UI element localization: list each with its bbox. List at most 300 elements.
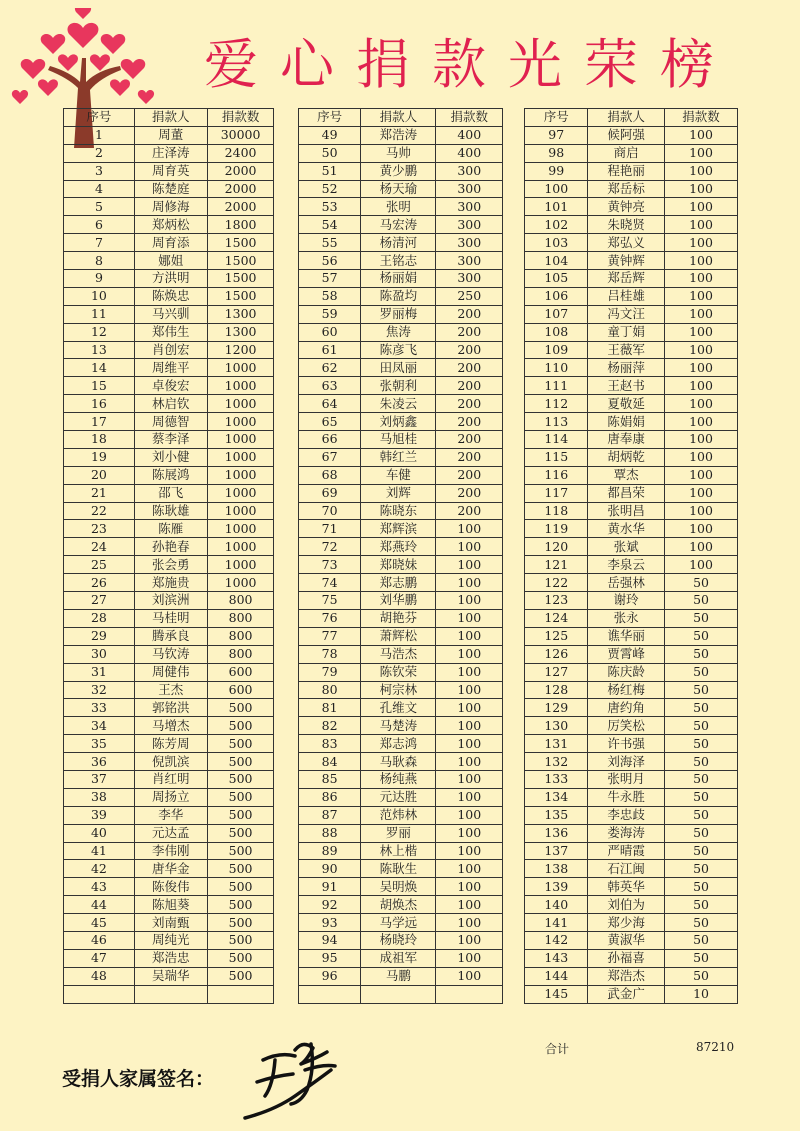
donor-amount: 100	[436, 967, 503, 985]
donor-name: 韩英华	[588, 878, 665, 896]
column-gap	[503, 270, 525, 288]
column-gap	[274, 216, 298, 234]
column-gap	[503, 842, 525, 860]
donor-number: 23	[64, 520, 135, 538]
donor-amount: 10	[665, 985, 738, 1003]
donor-number: 138	[525, 860, 588, 878]
donor-number: 83	[298, 735, 361, 753]
donor-amount: 1000	[207, 377, 274, 395]
column-gap	[503, 234, 525, 252]
donor-amount: 100	[665, 323, 738, 341]
donor-number: 97	[525, 126, 588, 144]
donor-name: 韩红兰	[361, 448, 436, 466]
donor-number: 9	[64, 270, 135, 288]
donor-name: 武金广	[588, 985, 665, 1003]
donor-name: 陈雁	[134, 520, 207, 538]
donor-name: 杨丽娟	[361, 270, 436, 288]
donor-number: 43	[64, 878, 135, 896]
donor-number: 7	[64, 234, 135, 252]
donor-amount: 50	[665, 681, 738, 699]
donor-name: 刘辉	[361, 484, 436, 502]
column-gap	[274, 448, 298, 466]
column-gap	[503, 735, 525, 753]
donor-name: 卓俊宏	[134, 377, 207, 395]
donor-number: 107	[525, 305, 588, 323]
column-gap	[274, 359, 298, 377]
donor-name: 陈耿生	[361, 860, 436, 878]
donor-number: 55	[298, 234, 361, 252]
column-header: 捐款数	[436, 109, 503, 127]
donor-name: 孙福喜	[588, 949, 665, 967]
donor-amount: 300	[436, 270, 503, 288]
donor-amount: 400	[436, 144, 503, 162]
column-header: 捐款人	[361, 109, 436, 127]
donor-amount: 1000	[207, 520, 274, 538]
donor-number: 10	[64, 287, 135, 305]
donor-amount: 100	[436, 914, 503, 932]
donor-number: 42	[64, 860, 135, 878]
donor-amount: 1500	[207, 252, 274, 270]
column-gap	[503, 126, 525, 144]
donor-amount: 50	[665, 842, 738, 860]
donor-name: 杨清河	[361, 234, 436, 252]
donor-amount: 800	[207, 609, 274, 627]
donor-name: 贾霄峰	[588, 645, 665, 663]
table-row	[64, 305, 738, 323]
table-row	[64, 431, 738, 449]
donor-amount: 800	[207, 645, 274, 663]
donor-amount: 50	[665, 699, 738, 717]
donor-name: 方洪明	[134, 270, 207, 288]
donor-name: 周健伟	[134, 663, 207, 681]
empty-cell	[436, 985, 503, 1003]
donor-number: 12	[64, 323, 135, 341]
donor-number: 36	[64, 753, 135, 771]
donor-amount: 250	[436, 287, 503, 305]
donor-number: 133	[525, 770, 588, 788]
donor-amount: 50	[665, 806, 738, 824]
table-row	[64, 806, 738, 824]
column-gap	[503, 431, 525, 449]
column-header: 捐款数	[665, 109, 738, 127]
donor-name: 李忠歧	[588, 806, 665, 824]
donor-amount: 100	[665, 556, 738, 574]
column-gap	[503, 806, 525, 824]
donor-amount: 1300	[207, 323, 274, 341]
donor-number: 103	[525, 234, 588, 252]
donor-amount: 100	[665, 502, 738, 520]
table-row	[64, 717, 738, 735]
column-gap	[503, 824, 525, 842]
donor-number: 52	[298, 180, 361, 198]
donor-name: 李华	[134, 806, 207, 824]
donor-number: 143	[525, 949, 588, 967]
donor-amount: 300	[436, 252, 503, 270]
donor-amount: 1000	[207, 556, 274, 574]
table-row	[64, 574, 738, 592]
donor-amount: 50	[665, 770, 738, 788]
donor-name: 郭铭洪	[134, 699, 207, 717]
donor-amount: 100	[665, 395, 738, 413]
column-gap	[274, 198, 298, 216]
column-gap	[274, 753, 298, 771]
donor-amount: 200	[436, 466, 503, 484]
table-row	[64, 144, 738, 162]
donor-name: 商启	[588, 144, 665, 162]
donor-amount: 1500	[207, 270, 274, 288]
donor-name: 夏敬延	[588, 395, 665, 413]
donor-name: 陈展鸿	[134, 466, 207, 484]
donor-name: 陈焕忠	[134, 287, 207, 305]
donor-number: 128	[525, 681, 588, 699]
donor-number: 25	[64, 556, 135, 574]
donor-name: 许书强	[588, 735, 665, 753]
column-gap	[503, 484, 525, 502]
column-gap	[503, 198, 525, 216]
donor-number: 34	[64, 717, 135, 735]
donor-amount: 500	[207, 699, 274, 717]
donor-amount: 1000	[207, 413, 274, 431]
donor-number: 116	[525, 466, 588, 484]
donor-number: 37	[64, 770, 135, 788]
table-row	[64, 466, 738, 484]
donor-number: 66	[298, 431, 361, 449]
column-gap	[503, 144, 525, 162]
donor-name: 刘伯为	[588, 896, 665, 914]
donor-amount: 100	[436, 770, 503, 788]
donor-name: 都昌荣	[588, 484, 665, 502]
donor-amount: 300	[436, 162, 503, 180]
column-gap	[274, 341, 298, 359]
donor-number: 59	[298, 305, 361, 323]
donor-number: 70	[298, 502, 361, 520]
column-gap	[503, 162, 525, 180]
table-row	[64, 395, 738, 413]
donor-amount: 100	[436, 824, 503, 842]
column-gap	[503, 395, 525, 413]
donor-amount: 2000	[207, 198, 274, 216]
donor-name: 郑浩涛	[361, 126, 436, 144]
donor-name: 黄少鹏	[361, 162, 436, 180]
donor-number: 105	[525, 270, 588, 288]
empty-cell	[64, 985, 135, 1003]
donor-name: 张朝利	[361, 377, 436, 395]
column-gap	[503, 627, 525, 645]
donor-name: 马耿森	[361, 753, 436, 771]
donor-name: 杨晓玲	[361, 931, 436, 949]
donor-amount: 1500	[207, 234, 274, 252]
donor-name: 周育添	[134, 234, 207, 252]
donor-amount: 500	[207, 770, 274, 788]
donor-name: 蔡李泽	[134, 431, 207, 449]
table-row	[64, 359, 738, 377]
donor-amount: 1000	[207, 466, 274, 484]
donor-name: 马旭桂	[361, 431, 436, 449]
donor-amount: 1800	[207, 216, 274, 234]
donor-amount: 100	[665, 377, 738, 395]
column-gap	[274, 556, 298, 574]
donor-amount: 200	[436, 431, 503, 449]
donor-number: 87	[298, 806, 361, 824]
donor-amount: 2000	[207, 180, 274, 198]
donor-name: 厉笑松	[588, 717, 665, 735]
donor-number: 24	[64, 538, 135, 556]
column-gap	[274, 431, 298, 449]
donor-name: 马宏涛	[361, 216, 436, 234]
column-header: 捐款数	[207, 109, 274, 127]
donor-amount: 1500	[207, 287, 274, 305]
column-gap	[503, 341, 525, 359]
donor-number: 45	[64, 914, 135, 932]
donor-name: 罗丽梅	[361, 305, 436, 323]
donor-name: 张会勇	[134, 556, 207, 574]
table-row	[64, 878, 738, 896]
table-row	[64, 484, 738, 502]
donor-number: 99	[525, 162, 588, 180]
donor-number: 139	[525, 878, 588, 896]
donor-amount: 1000	[207, 448, 274, 466]
donor-amount: 50	[665, 824, 738, 842]
donor-name: 胡焕杰	[361, 896, 436, 914]
donor-name: 马鹏	[361, 967, 436, 985]
column-gap	[503, 466, 525, 484]
donor-number: 81	[298, 699, 361, 717]
column-gap	[503, 663, 525, 681]
donor-amount: 1000	[207, 359, 274, 377]
donor-name: 郑燕玲	[361, 538, 436, 556]
column-gap	[503, 681, 525, 699]
donor-number: 88	[298, 824, 361, 842]
donor-amount: 100	[436, 735, 503, 753]
donor-name: 腾承良	[134, 627, 207, 645]
donor-amount: 100	[436, 645, 503, 663]
donor-amount: 1000	[207, 484, 274, 502]
donor-amount: 100	[665, 484, 738, 502]
table-row	[64, 592, 738, 610]
donor-name: 张明昌	[588, 502, 665, 520]
donor-number: 14	[64, 359, 135, 377]
donor-amount: 600	[207, 681, 274, 699]
donor-name: 郑辉滨	[361, 520, 436, 538]
donor-number: 104	[525, 252, 588, 270]
table-row	[64, 931, 738, 949]
donor-number: 76	[298, 609, 361, 627]
column-gap	[274, 520, 298, 538]
donor-name: 娄海涛	[588, 824, 665, 842]
column-gap	[503, 985, 525, 1003]
donor-amount: 200	[436, 305, 503, 323]
donor-amount: 100	[436, 806, 503, 824]
donor-number: 108	[525, 323, 588, 341]
column-gap	[503, 770, 525, 788]
donor-name: 郑志鸿	[361, 735, 436, 753]
donor-amount: 300	[436, 198, 503, 216]
table-row	[64, 842, 738, 860]
column-gap	[503, 252, 525, 270]
signature-label: 受捐人家属签名：	[62, 1068, 215, 1090]
column-gap	[274, 144, 298, 162]
column-gap	[503, 753, 525, 771]
donor-amount: 50	[665, 735, 738, 753]
donor-name: 柯宗林	[361, 681, 436, 699]
donor-amount: 400	[436, 126, 503, 144]
column-gap	[274, 842, 298, 860]
donor-amount: 100	[436, 931, 503, 949]
donor-amount: 100	[436, 753, 503, 771]
column-gap	[503, 574, 525, 592]
donor-number: 85	[298, 770, 361, 788]
donor-number: 110	[525, 359, 588, 377]
donor-number: 60	[298, 323, 361, 341]
donor-amount: 100	[665, 413, 738, 431]
donor-number: 100	[525, 180, 588, 198]
column-gap	[503, 609, 525, 627]
donor-number: 58	[298, 287, 361, 305]
donor-name: 周德智	[134, 413, 207, 431]
donor-name: 朱晓贤	[588, 216, 665, 234]
donor-amount: 500	[207, 967, 274, 985]
donor-amount: 100	[665, 126, 738, 144]
column-gap	[274, 663, 298, 681]
table-row	[64, 609, 738, 627]
donor-number: 137	[525, 842, 588, 860]
donor-number: 98	[525, 144, 588, 162]
donor-amount: 500	[207, 788, 274, 806]
donor-number: 112	[525, 395, 588, 413]
donor-number: 51	[298, 162, 361, 180]
column-gap	[503, 413, 525, 431]
donor-name: 车健	[361, 466, 436, 484]
donor-number: 134	[525, 788, 588, 806]
donor-name: 娜姐	[134, 252, 207, 270]
column-gap	[503, 359, 525, 377]
donation-table	[63, 108, 738, 1004]
donor-name: 郑炳松	[134, 216, 207, 234]
column-gap	[274, 806, 298, 824]
column-gap	[274, 770, 298, 788]
donor-amount: 100	[436, 574, 503, 592]
donor-name: 陈彦飞	[361, 341, 436, 359]
donor-name: 唐华金	[134, 860, 207, 878]
donor-name: 马增杰	[134, 717, 207, 735]
donor-number: 94	[298, 931, 361, 949]
donor-number: 131	[525, 735, 588, 753]
donor-number: 21	[64, 484, 135, 502]
donor-number: 127	[525, 663, 588, 681]
table-row	[64, 323, 738, 341]
donor-name: 唐约角	[588, 699, 665, 717]
donor-name: 唐奉康	[588, 431, 665, 449]
donor-number: 142	[525, 931, 588, 949]
column-gap	[274, 180, 298, 198]
donor-name: 郑浩杰	[588, 967, 665, 985]
column-gap	[274, 788, 298, 806]
donor-name: 郑志鹏	[361, 574, 436, 592]
donor-amount: 100	[436, 609, 503, 627]
donor-amount: 50	[665, 949, 738, 967]
donor-name: 童丁娟	[588, 323, 665, 341]
donor-number: 145	[525, 985, 588, 1003]
column-gap	[503, 305, 525, 323]
table-row	[64, 162, 738, 180]
donor-amount: 1000	[207, 574, 274, 592]
donor-name: 王铭志	[361, 252, 436, 270]
donor-name: 林启钦	[134, 395, 207, 413]
donor-number: 101	[525, 198, 588, 216]
donor-name: 刘滨洲	[134, 592, 207, 610]
column-gap	[503, 931, 525, 949]
donor-name: 陈钦荣	[361, 663, 436, 681]
donor-name: 马楚涛	[361, 717, 436, 735]
donor-amount: 200	[436, 323, 503, 341]
donor-amount: 100	[665, 270, 738, 288]
total-label: 合计	[545, 1042, 570, 1056]
donor-number: 136	[525, 824, 588, 842]
donor-amount: 1200	[207, 341, 274, 359]
column-gap	[503, 448, 525, 466]
column-gap	[503, 520, 525, 538]
donor-name: 郑岳标	[588, 180, 665, 198]
empty-cell	[207, 985, 274, 1003]
donor-amount: 50	[665, 574, 738, 592]
donor-amount: 100	[436, 681, 503, 699]
donor-number: 17	[64, 413, 135, 431]
donor-amount: 300	[436, 180, 503, 198]
donor-name: 王薇军	[588, 341, 665, 359]
donor-number: 72	[298, 538, 361, 556]
donor-amount: 50	[665, 967, 738, 985]
donor-name: 元达孟	[134, 824, 207, 842]
column-gap	[274, 234, 298, 252]
donor-number: 123	[525, 592, 588, 610]
donor-amount: 100	[665, 305, 738, 323]
donor-number: 73	[298, 556, 361, 574]
donor-number: 20	[64, 466, 135, 484]
column-gap	[274, 592, 298, 610]
donor-amount: 100	[436, 627, 503, 645]
table-row	[64, 180, 738, 198]
donor-number: 84	[298, 753, 361, 771]
donor-number: 50	[298, 144, 361, 162]
donor-number: 46	[64, 931, 135, 949]
donor-number: 125	[525, 627, 588, 645]
column-gap	[274, 985, 298, 1003]
table-row	[64, 699, 738, 717]
donor-name: 周扬立	[134, 788, 207, 806]
donor-number: 71	[298, 520, 361, 538]
table-row	[64, 556, 738, 574]
donor-amount: 100	[436, 538, 503, 556]
column-gap	[274, 627, 298, 645]
donor-amount: 50	[665, 663, 738, 681]
donor-number: 40	[64, 824, 135, 842]
donor-number: 28	[64, 609, 135, 627]
donor-amount: 100	[436, 788, 503, 806]
column-gap	[503, 216, 525, 234]
donor-amount: 100	[665, 538, 738, 556]
donor-number: 141	[525, 914, 588, 932]
donor-name: 胡艳芬	[361, 609, 436, 627]
table-row	[64, 735, 738, 753]
donor-amount: 100	[436, 663, 503, 681]
column-gap	[274, 126, 298, 144]
column-gap	[274, 896, 298, 914]
donor-number: 61	[298, 341, 361, 359]
donor-number: 82	[298, 717, 361, 735]
column-gap	[274, 949, 298, 967]
donor-number: 39	[64, 806, 135, 824]
donor-name: 郑伟生	[134, 323, 207, 341]
